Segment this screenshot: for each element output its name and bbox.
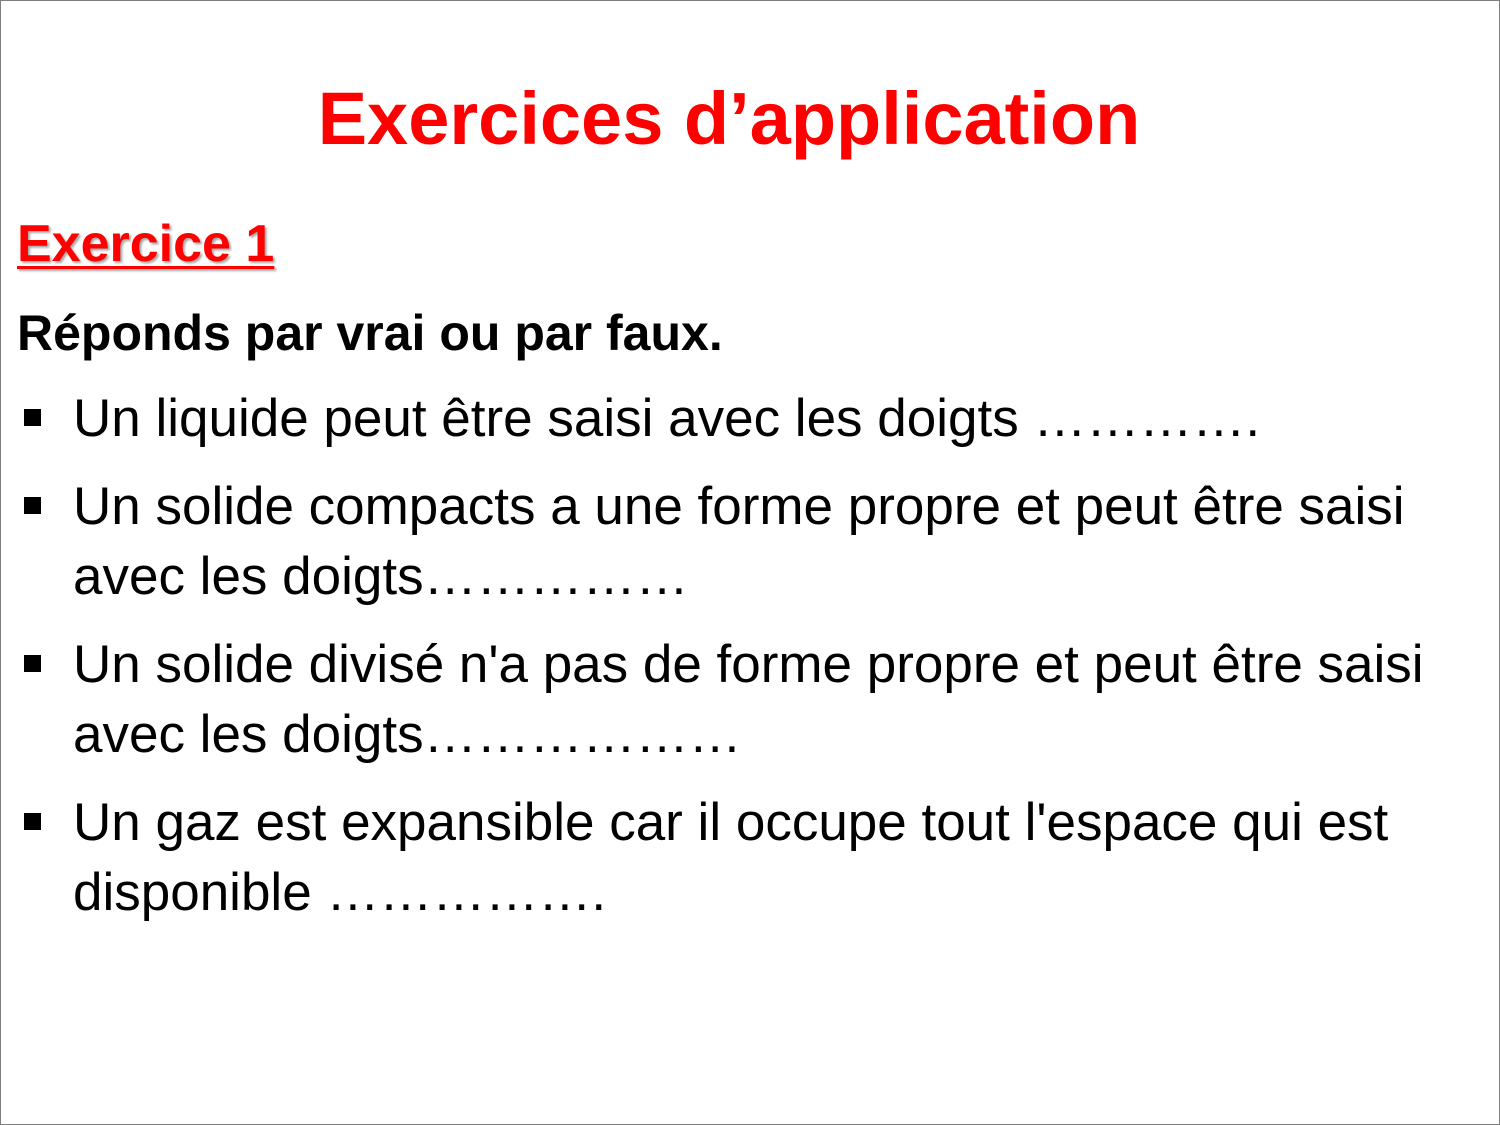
slide-title: Exercices d’application [317,77,1141,160]
list-item [17,472,1487,612]
square-bullet-icon [24,813,41,830]
statement-text: Un solide compacts a une forme propre et peut être saisi avec les doigts…………… [73,477,1405,606]
square-bullet-icon [24,497,41,514]
instruction-text: Réponds par vrai ou par faux. [17,305,723,361]
exercise-heading: Exercice 1 [17,215,275,273]
list-item [17,384,1487,454]
statement-list [17,384,1487,946]
statement-text: Un liquide peut être saisi avec les doigts …………. [73,389,1261,448]
list-item [17,788,1487,928]
statement-text: Un solide divisé n'a pas de forme propre et peut être saisi avec les doigts……………… [73,635,1424,764]
statement-text: Un gaz est expansible car il occupe tout l'espace qui est disponible ……………. [73,793,1389,922]
square-bullet-icon [24,655,41,672]
list-item [17,630,1487,770]
square-bullet-icon [24,409,41,426]
